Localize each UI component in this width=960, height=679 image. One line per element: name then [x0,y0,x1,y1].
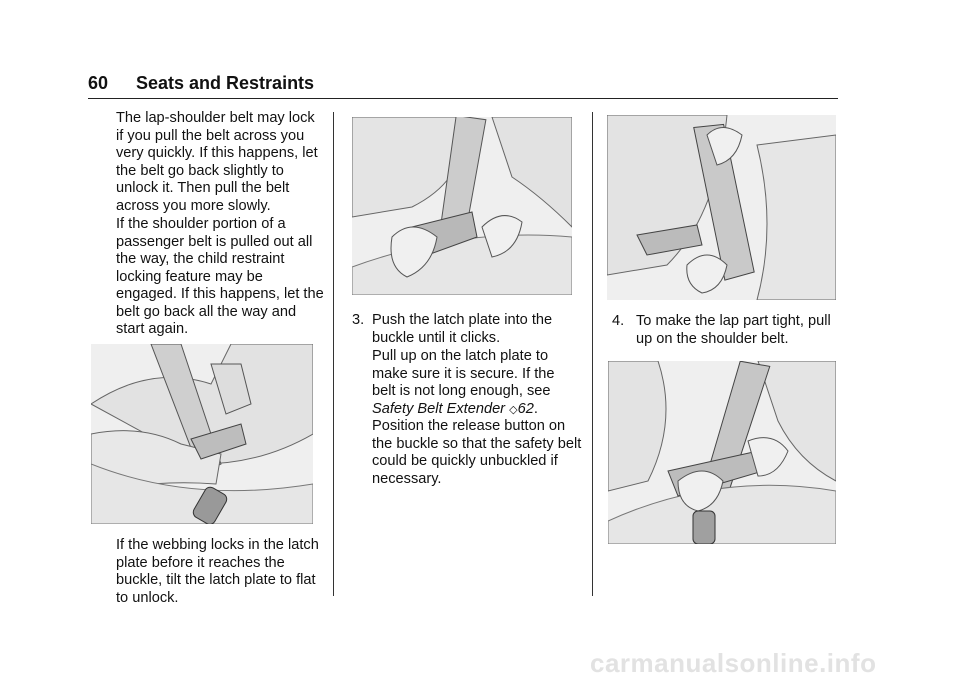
column-divider-2 [592,112,593,596]
illustration-pull-shoulder-belt [608,361,836,544]
col1-paragraph-1: The lap-shoulder belt may lock if you pull the belt across you very quickly. If this happens, let the belt go back slightly to unlock it. Then pull the belt across you more slowly. [116,110,318,214]
safety-belt-extender-link[interactable]: Safety Belt Extender [372,400,506,417]
step-3-text: Push the latch plate into the buckle until it clicks. [372,312,553,346]
page-number: 60 [88,73,109,93]
watermark: carmanualsonline.info [590,648,877,678]
page-reference-number[interactable]: 62 [517,400,534,417]
col1-paragraph-2: If the shoulder portion of a passenger belt is pulled out all the way, the child restraint locking feature may be engaged. If this happens, let the belt go back all the way and start again. [116,216,324,337]
page-reference-icon: ◇ [509,403,518,416]
step-4-text: To make the lap part tight, pull up on the shoulder belt. [636,313,831,347]
illustration-push-latch [352,117,572,295]
col2-paragraph-1-text: Pull up on the latch plate to make sure it is secure. If the belt is not long enough, see [372,348,555,399]
col2-paragraph-2: Position the release button on the buckle so that the safety belt could be quickly unbuckled if necessary. [372,418,582,487]
col2-paragraph-1 [372,348,582,419]
step-4-number: 4. [612,313,625,329]
col1-paragraph-3: If the webbing locks in the latch plate before it reaches the buckle, tilt the latch plate to flat to unlock. [116,537,319,606]
section-title: Seats and Restraints [136,73,315,93]
illustration-tighten-lap-belt [607,115,836,300]
ref-suffix: . [533,400,538,417]
header-rule [88,98,838,99]
step-3-number: 3. [352,312,365,328]
illustration-latch-plate-tilt [91,344,313,524]
column-divider-1 [333,112,334,596]
